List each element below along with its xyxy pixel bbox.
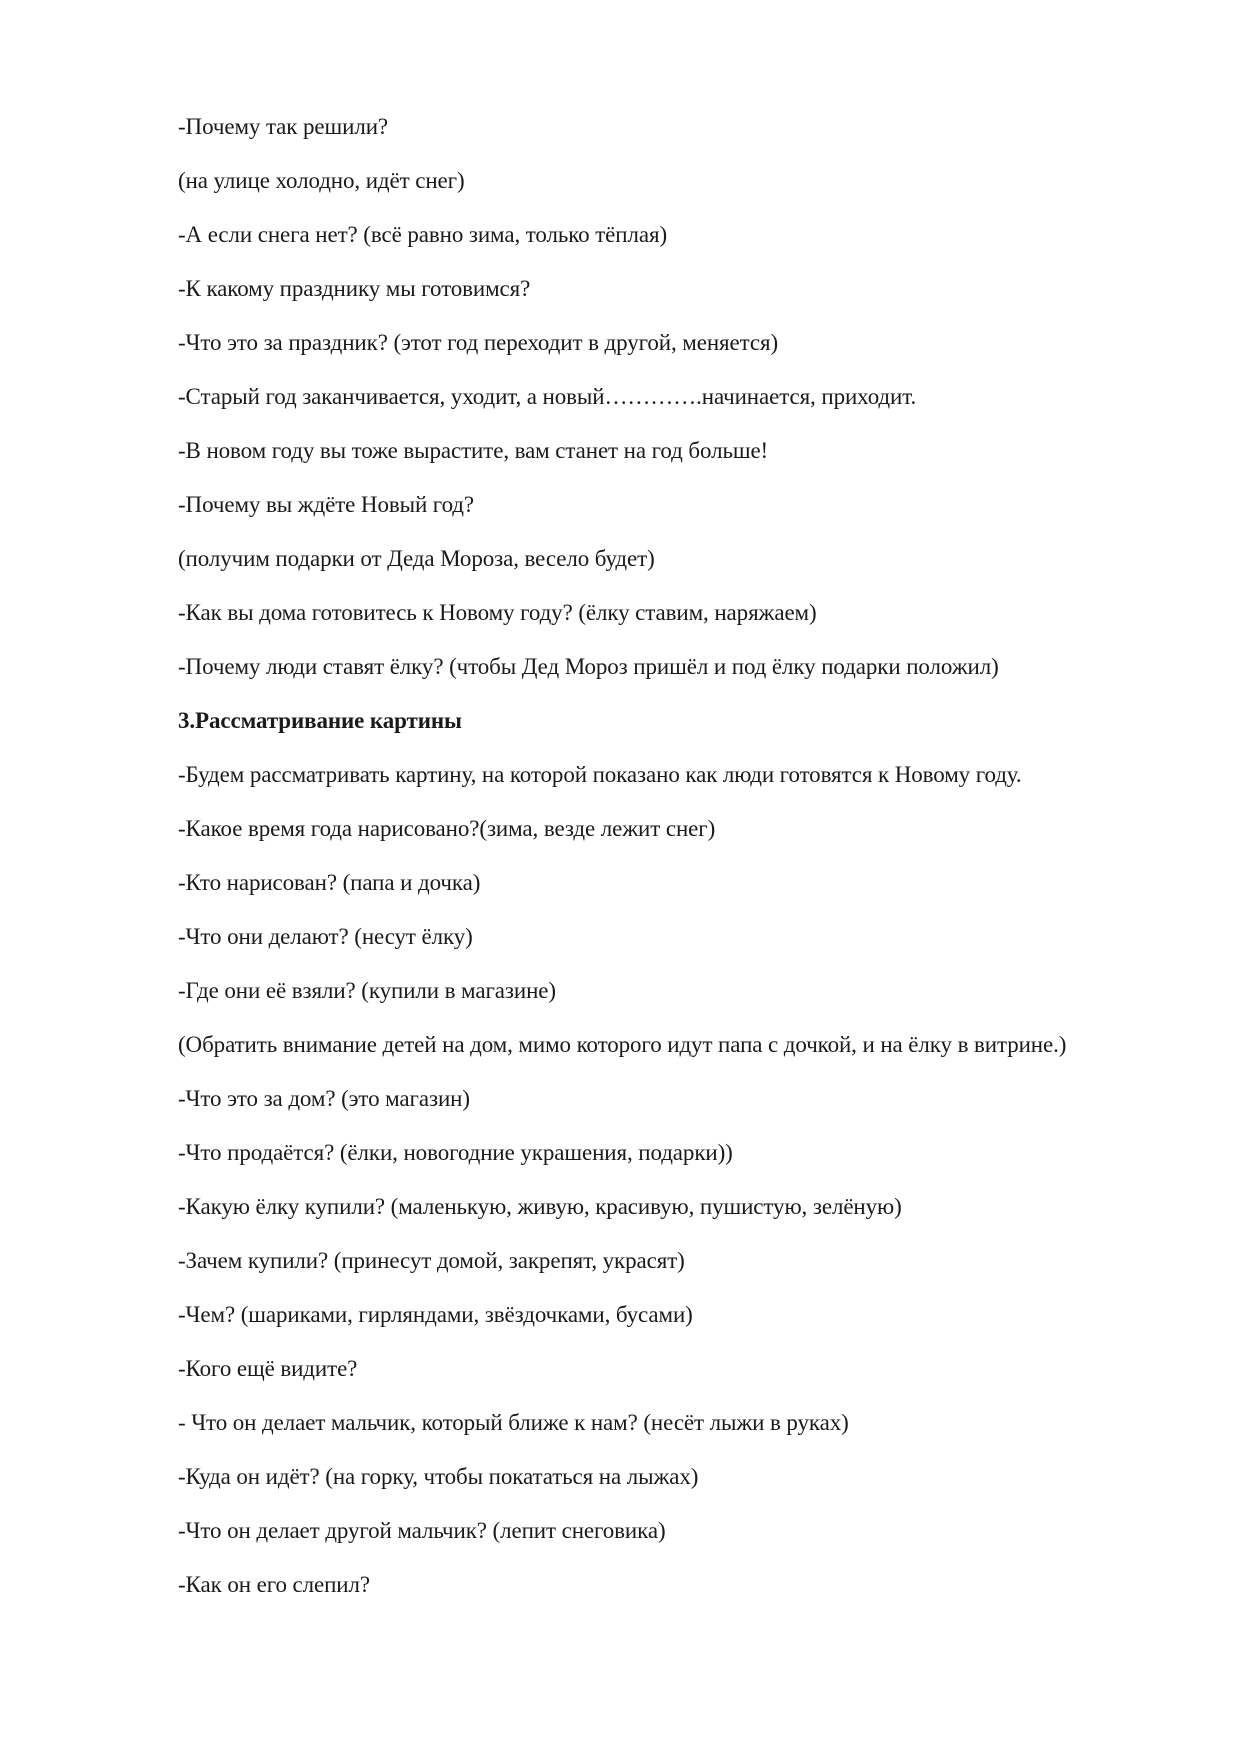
text-line: -Кого ещё видите? xyxy=(178,1356,358,1381)
text-line: -Что он делает другой мальчик? (лепит снеговика) xyxy=(178,1518,666,1543)
text-line: -Почему люди ставят ёлку? (чтобы Дед Мороз пришёл и под ёлку подарки положил) xyxy=(178,654,999,679)
text-line: -В новом году вы тоже вырастите, вам станет на год больше! xyxy=(178,438,769,463)
section-heading: 3.Рассматривание картины xyxy=(178,708,462,733)
text-line: -Какое время года нарисовано?(зима, везде лежит снег) xyxy=(178,816,716,841)
text-line: -Кто нарисован? (папа и дочка) xyxy=(178,870,481,895)
text-line: -Что это за праздник? (этот год переходит в другой, меняется) xyxy=(178,330,778,355)
text-line: -Будем рассматривать картину, на которой показано как люди готовятся к Новому году. xyxy=(178,762,1022,787)
text-line: (получим подарки от Деда Мороза, весело будет) xyxy=(178,546,655,571)
text-line: -Что они делают? (несут ёлку) xyxy=(178,924,473,949)
text-line: -Как вы дома готовитесь к Новому году? (ёлку ставим, наряжаем) xyxy=(178,600,817,625)
text-line: -Куда он идёт? (на горку, чтобы покататься на лыжах) xyxy=(178,1464,699,1489)
document-body xyxy=(178,113,1178,1625)
text-line: -Старый год заканчивается, уходит, а новый………….начинается, приходит. xyxy=(178,384,917,409)
text-line: -Почему так решили? xyxy=(178,114,389,139)
text-line: -Как он его слепил? xyxy=(178,1572,371,1597)
text-line: -К какому празднику мы готовимся? xyxy=(178,276,531,301)
text-line: (на улице холодно, идёт снег) xyxy=(178,168,465,193)
text-line: -Где они её взяли? (купили в магазине) xyxy=(178,978,556,1003)
text-line: -Что продаётся? (ёлки, новогодние украшения, подарки)) xyxy=(178,1140,733,1165)
text-line: -Почему вы ждёте Новый год? xyxy=(178,492,475,517)
text-line: -Что это за дом? (это магазин) xyxy=(178,1086,470,1111)
text-line: -Чем? (шариками, гирляндами, звёздочками, бусами) xyxy=(178,1302,693,1327)
text-line: -Какую ёлку купили? (маленькую, живую, красивую, пушистую, зелёную) xyxy=(178,1194,902,1219)
text-line: - Что он делает мальчик, который ближе к нам? (несёт лыжи в руках) xyxy=(178,1410,849,1435)
text-line: -Зачем купили? (принесут домой, закрепят, украсят) xyxy=(178,1248,685,1273)
text-line: (Обратить внимание детей на дом, мимо которого идут папа с дочкой, и на ёлку в витрине.) xyxy=(178,1032,1067,1057)
text-line: -А если снега нет? (всё равно зима, только тёплая) xyxy=(178,222,668,247)
